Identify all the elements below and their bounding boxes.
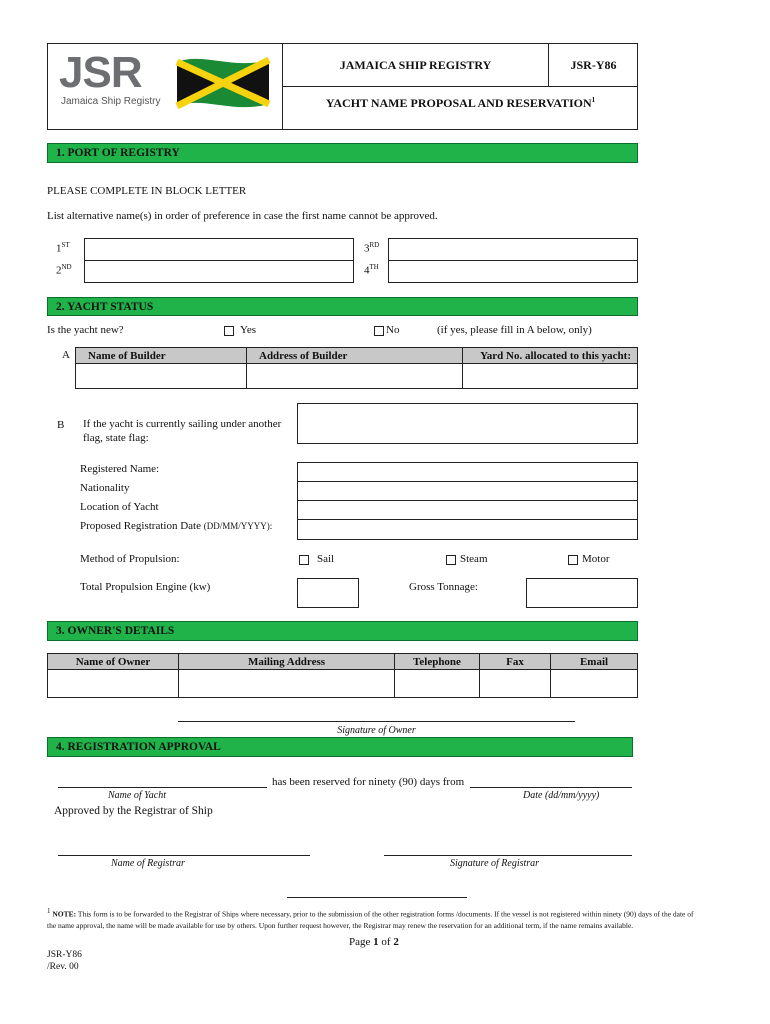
mailing-address-input[interactable]: [178, 669, 395, 698]
footnote-marker: 1: [47, 907, 51, 915]
engine-input[interactable]: [297, 578, 359, 608]
section-port-of-registry-bar: [47, 143, 638, 163]
b-question-line-2: flag, state flag:: [83, 432, 149, 444]
location-input[interactable]: [297, 500, 638, 520]
title-footnote-marker: 1: [591, 96, 596, 104]
jsr-logo: [55, 48, 275, 126]
jamaica-flag-icon: [173, 52, 273, 112]
email-input[interactable]: [550, 669, 638, 698]
engine-label: Total Propulsion Engine (kw): [80, 581, 211, 593]
yard-no-header: Yard No. allocated to this yacht:: [462, 347, 638, 364]
footer-form-code: JSR-Y86: [47, 950, 82, 960]
fax-header: Fax: [479, 653, 551, 670]
logo-subtitle: Jamaica Ship Registry: [61, 96, 161, 107]
nationality-input[interactable]: [297, 481, 638, 501]
owner-signature-caption: Signature of Owner: [337, 725, 416, 736]
telephone-input[interactable]: [394, 669, 480, 698]
registered-name-input[interactable]: [297, 462, 638, 482]
tonnage-input[interactable]: [526, 578, 638, 608]
registrar-name-caption: Name of Registrar: [111, 858, 185, 869]
no-checkbox[interactable]: [374, 326, 384, 336]
registrar-signature-line[interactable]: [384, 855, 632, 856]
header-divider-row: [282, 86, 638, 87]
date-format-caption: Date (dd/mm/yyyy): [523, 790, 600, 801]
registrar-name-line[interactable]: [58, 855, 310, 856]
builder-name-input[interactable]: [75, 363, 247, 389]
block-letter-instruction: PLEASE COMPLETE IN BLOCK LETTER: [47, 185, 247, 197]
page-number: Page 1 of 2: [349, 936, 399, 948]
reservation-date-line[interactable]: [470, 787, 632, 788]
approved-by-label: Approved by the Registrar of Ship: [54, 805, 213, 817]
choice-3-label: 3RD: [364, 241, 380, 255]
motor-checkbox[interactable]: [568, 555, 578, 565]
b-question-line-1: If the yacht is currently sailing under another: [83, 418, 282, 430]
form-title: YACHT NAME PROPOSAL AND RESERVATION$^1$: [325, 96, 596, 110]
reserved-text: has been reserved for ninety (90) days from: [272, 776, 465, 788]
flag-input[interactable]: [297, 403, 638, 444]
choice-2-label: 2ND: [56, 263, 72, 277]
section-title: 4. REGISTRATION APPROVAL: [56, 741, 221, 753]
section-registration-approval-bar: [47, 737, 633, 757]
yacht-name-line[interactable]: [58, 787, 267, 788]
org-name: JAMAICA SHIP REGISTRY: [339, 58, 492, 72]
yes-instruction: (if yes, please fill in A below, only): [437, 324, 592, 336]
tonnage-label: Gross Tonnage:: [409, 581, 478, 593]
fax-input[interactable]: [479, 669, 551, 698]
location-label: Location of Yacht: [80, 501, 159, 513]
steam-checkbox[interactable]: [446, 555, 456, 565]
choice-1-label: 1ST: [56, 241, 70, 255]
yard-no-input[interactable]: [462, 363, 638, 389]
footnote-note-label: NOTE:: [52, 909, 77, 919]
a-label: A: [62, 349, 70, 361]
mailing-address-header: Mailing Address: [178, 653, 395, 670]
footnote: [47, 906, 707, 931]
choice-1-input[interactable]: [84, 238, 354, 261]
section-yacht-status-bar: [47, 297, 638, 316]
choice-4-label: 4TH: [364, 263, 379, 277]
section-title: 3. OWNER'S DETAILS: [56, 625, 175, 637]
footnote-text-1: This form is to be forwarded to the Registrar of Ships where necessary, prior to the submission of the other registration forms /documents. If the vessel is not registered within ninety (90) days of the date of: [77, 909, 694, 919]
choice-4-input[interactable]: [388, 260, 638, 283]
owner-signature-line[interactable]: [178, 721, 575, 722]
b-label: B: [57, 419, 65, 431]
yacht-new-question: Is the yacht new?: [47, 324, 124, 336]
section-title: 2. YACHT STATUS: [56, 300, 154, 313]
builder-address-input[interactable]: [246, 363, 463, 389]
email-header: Email: [550, 653, 638, 670]
propulsion-label: Method of Propulsion:: [80, 553, 180, 565]
section-title: 1. PORT OF REGISTRY: [56, 147, 180, 159]
footnote-text-2: the name approval, the name will be made available for use by others. Upon further request however, the Registrar may renew the reservation for an additional term, if the name remains available.: [47, 920, 634, 930]
sail-checkbox[interactable]: [299, 555, 309, 565]
nationality-label: Nationality: [80, 482, 130, 494]
logo-text: JSR: [59, 48, 142, 97]
footer-revision: /Rev. 00: [47, 962, 79, 972]
motor-label: Motor: [582, 553, 610, 565]
registered-name-label: Registered Name:: [80, 463, 160, 475]
form-code: JSR-Y86: [570, 58, 617, 72]
registrar-signature-caption: Signature of Registrar: [450, 858, 540, 869]
yes-label: Yes: [240, 324, 257, 336]
no-label: No: [386, 324, 400, 336]
choice-3-input[interactable]: [388, 238, 638, 261]
owner-name-header: Name of Owner: [47, 653, 179, 670]
owner-name-input[interactable]: [47, 669, 179, 698]
sail-label: Sail: [317, 553, 335, 565]
builder-name-header: Name of Builder: [75, 347, 247, 364]
footnote-separator: [287, 897, 467, 898]
alternative-names-note: List alternative name(s) in order of preference in case the first name cannot be approved.: [47, 210, 438, 222]
builder-address-header: Address of Builder: [246, 347, 463, 364]
proposed-date-label: Proposed Registration Date (DD/MM/YYYY):: [80, 520, 273, 532]
steam-label: Steam: [460, 553, 488, 565]
yes-checkbox[interactable]: [224, 326, 234, 336]
telephone-header: Telephone: [394, 653, 480, 670]
yacht-name-caption: Name of Yacht: [108, 790, 166, 801]
proposed-date-input[interactable]: [297, 519, 638, 540]
choice-2-input[interactable]: [84, 260, 354, 283]
section-owner-details-bar: [47, 621, 638, 641]
